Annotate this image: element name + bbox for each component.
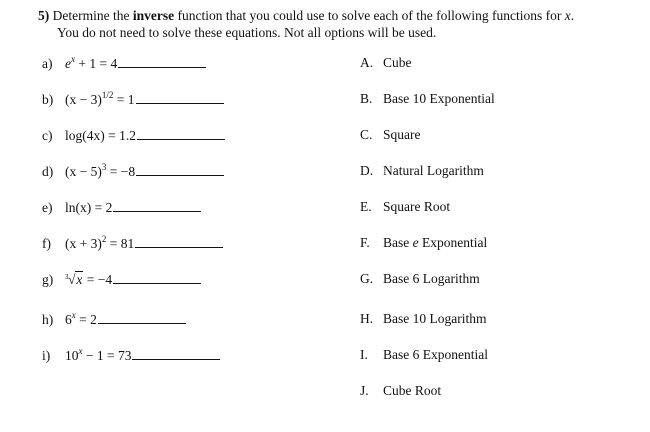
question-letter: i) bbox=[42, 348, 51, 363]
heading-bold-word: inverse bbox=[132, 8, 175, 23]
question-i bbox=[42, 346, 220, 364]
heading-period: . bbox=[570, 8, 575, 23]
option-letter: A. bbox=[360, 55, 374, 70]
equation bbox=[65, 311, 97, 329]
eq-rest: = 2 bbox=[75, 312, 97, 327]
answer-blank[interactable] bbox=[136, 162, 224, 176]
option-letter: E. bbox=[360, 199, 372, 214]
option-letter: C. bbox=[360, 127, 373, 142]
option-g bbox=[360, 270, 480, 288]
answer-blank[interactable] bbox=[98, 310, 186, 324]
option-letter: J. bbox=[360, 383, 369, 398]
question-e bbox=[42, 198, 201, 216]
option-i bbox=[360, 346, 488, 364]
eq-rest: = −4 bbox=[83, 272, 113, 287]
question-letter: f) bbox=[42, 236, 51, 251]
option-text: Natural Logarithm bbox=[383, 163, 484, 178]
equation bbox=[65, 271, 112, 289]
option-d bbox=[360, 162, 484, 180]
option-text: Base 6 Logarithm bbox=[383, 271, 480, 286]
option-text: Base 6 Exponential bbox=[383, 347, 488, 362]
equation: ln(x) = 2 bbox=[65, 200, 113, 215]
heading-variable: x bbox=[564, 8, 571, 23]
heading-text-2: function that you could use to solve each of the following functions for bbox=[174, 8, 565, 23]
answer-blank[interactable] bbox=[136, 90, 224, 104]
question-letter: d) bbox=[42, 164, 54, 179]
option-letter: I. bbox=[360, 347, 368, 362]
option-e bbox=[360, 198, 450, 216]
equation: log(4x) = 1.2 bbox=[65, 128, 136, 143]
question-letter: g) bbox=[42, 272, 54, 287]
question-letter: e) bbox=[42, 200, 53, 215]
option-text: Base bbox=[383, 235, 413, 250]
question-a bbox=[42, 54, 206, 72]
cube-root-radical: 3 √x bbox=[65, 271, 83, 289]
option-text: Base 10 Logarithm bbox=[383, 311, 487, 326]
equation bbox=[65, 235, 134, 253]
option-h bbox=[360, 310, 486, 328]
eq-rest: = 1 bbox=[113, 92, 135, 107]
option-text: Base 10 Exponential bbox=[383, 91, 495, 106]
heading-line-2: You do not need to solve these equations. Not all options will be used. bbox=[57, 25, 437, 40]
eq-exponent: 2 bbox=[101, 233, 107, 244]
option-letter: D. bbox=[360, 163, 374, 178]
eq-base: 10 bbox=[65, 348, 79, 363]
eq-rest: + 1 = 4 bbox=[75, 56, 118, 71]
eq-base: (x − 5) bbox=[65, 164, 102, 179]
answer-blank[interactable] bbox=[113, 270, 201, 284]
answer-blank[interactable] bbox=[113, 198, 201, 212]
option-text: Square bbox=[383, 127, 421, 142]
option-c bbox=[360, 126, 421, 144]
option-letter: H. bbox=[360, 311, 374, 326]
radicand: x bbox=[76, 272, 83, 287]
option-letter: B. bbox=[360, 91, 373, 106]
question-c bbox=[42, 126, 225, 144]
question-number: 5) bbox=[38, 8, 50, 23]
question-d bbox=[42, 162, 224, 180]
eq-rest: = −8 bbox=[106, 164, 136, 179]
answer-blank[interactable] bbox=[132, 346, 220, 360]
eq-exponent: x bbox=[78, 345, 83, 356]
eq-exponent: x bbox=[71, 53, 75, 64]
option-a bbox=[360, 54, 412, 72]
option-f bbox=[360, 234, 487, 252]
eq-rest: − 1 = 73 bbox=[82, 348, 132, 363]
option-j bbox=[360, 382, 441, 400]
option-text-italic: e bbox=[412, 235, 419, 250]
eq-base: e bbox=[65, 56, 71, 71]
question-letter: a) bbox=[42, 56, 53, 71]
equation bbox=[65, 347, 131, 365]
answer-blank[interactable] bbox=[135, 234, 223, 248]
question-f bbox=[42, 234, 223, 252]
option-letter: G. bbox=[360, 271, 374, 286]
question-letter: c) bbox=[42, 128, 53, 143]
equation bbox=[65, 91, 135, 109]
heading-text-1: Determine the bbox=[52, 8, 133, 23]
option-b bbox=[360, 90, 495, 108]
question-g bbox=[42, 270, 201, 288]
eq-base: (x + 3) bbox=[65, 236, 102, 251]
question-b bbox=[42, 90, 224, 108]
equation bbox=[65, 55, 117, 73]
question-letter: b) bbox=[42, 92, 54, 107]
question-letter: h) bbox=[42, 312, 54, 327]
eq-exponent: x bbox=[71, 309, 76, 320]
option-text: Exponential bbox=[418, 235, 488, 250]
eq-base: 6 bbox=[65, 312, 72, 327]
question-heading bbox=[38, 7, 638, 41]
option-text: Cube Root bbox=[383, 383, 442, 398]
eq-base: (x − 3) bbox=[65, 92, 102, 107]
eq-exponent: 1/2 bbox=[101, 89, 114, 100]
answer-blank[interactable] bbox=[137, 126, 225, 140]
radical-index: 3 bbox=[65, 273, 69, 281]
answer-blank[interactable] bbox=[118, 54, 206, 68]
option-text: Square Root bbox=[383, 199, 451, 214]
eq-exponent: 3 bbox=[101, 161, 107, 172]
equation bbox=[65, 163, 135, 181]
option-letter: F. bbox=[360, 235, 370, 250]
eq-rest: = 81 bbox=[106, 236, 135, 251]
option-text: Cube bbox=[383, 55, 412, 70]
question-h bbox=[42, 310, 186, 328]
